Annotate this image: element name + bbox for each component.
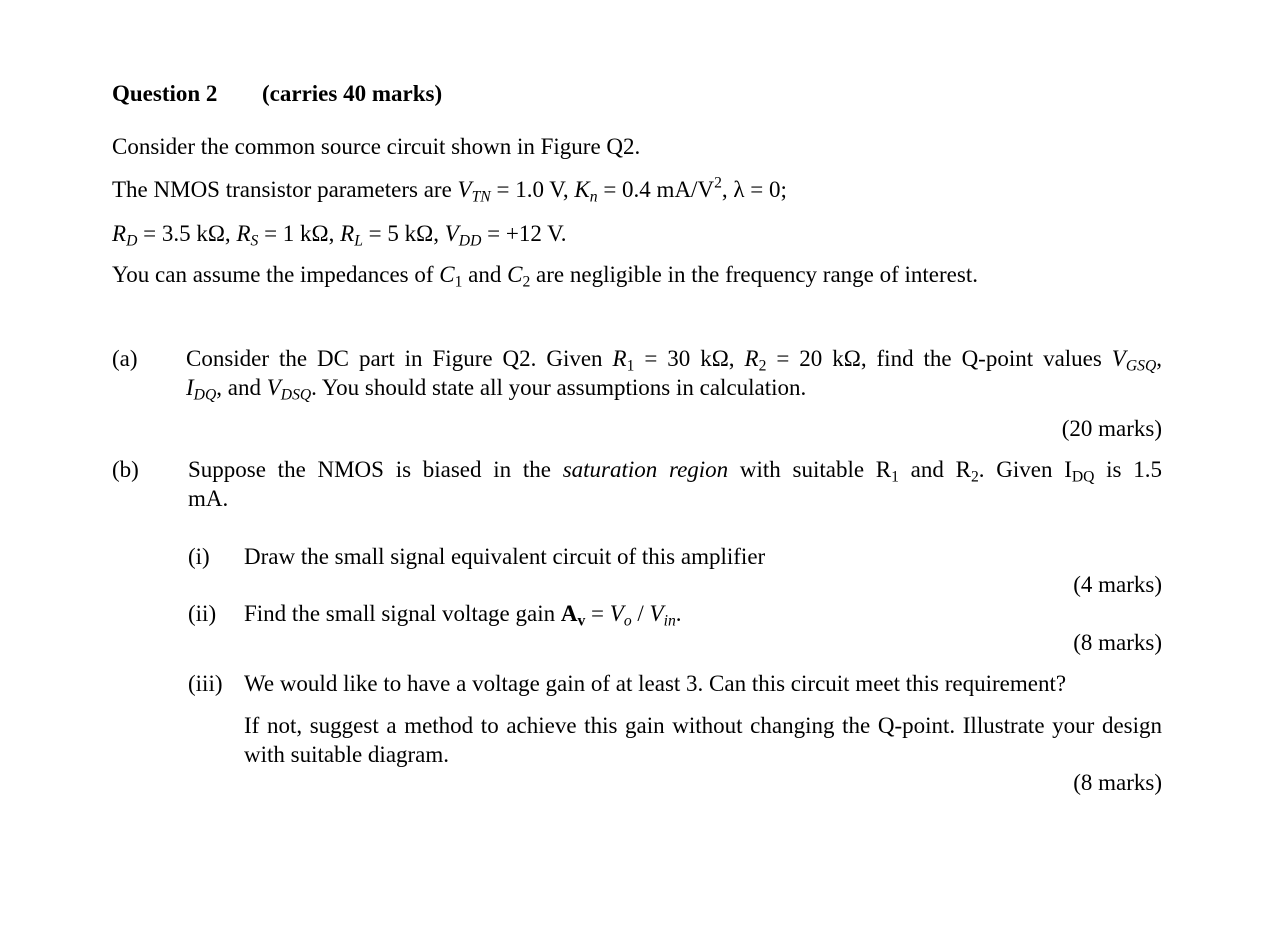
- part-a-marks: (20 marks): [1061, 416, 1162, 441]
- part-a-label: (a): [112, 346, 138, 371]
- part-b-i-marks: (4 marks): [1073, 572, 1162, 597]
- part-b-i-text: Draw the small signal equivalent circuit of this amplifier: [244, 544, 766, 569]
- part-b-label: (b): [112, 457, 139, 482]
- part-b-iii-text-2: If not, suggest a method to achieve this gain without changing the Q-point. Illustrate your design with suitable diagram.: [244, 713, 1162, 767]
- part-b-ii-label: (ii): [188, 601, 217, 626]
- intro-line-3: $R_D = 3.5$ kΩ, $R_S = 1$ kΩ, $R_L = 5$ kΩ, $V_{DD} = +12$ V.: [112, 221, 567, 250]
- part-a-line-1: Consider the DC part in Figure Q2. Given $R_1 = 30$ kΩ, $R_2 = 20$ kΩ, find the Q-point values $V_{GSQ}$,: [186, 346, 1162, 375]
- part-b-i-label: (i): [188, 544, 210, 569]
- question-title: Question 2: [112, 81, 218, 106]
- intro-line-2: The NMOS transistor parameters are $V_{TN} = 1.0$ V, $K_n = 0.4$ $mA/V^2$, λ = 0;: [112, 174, 787, 206]
- part-b-ii-marks: (8 marks): [1073, 630, 1162, 655]
- part-a-line-2: $I_{DQ}$, and $V_{DSQ}$. You should state all your assumptions in calculation.: [186, 375, 807, 404]
- part-b-iii-label: (iii): [188, 671, 223, 696]
- intro-line-4: You can assume the impedances of $C_1$ and $C_2$ are negligible in the frequency range of interest.: [112, 262, 978, 291]
- question-marks-note: (carries 40 marks): [262, 81, 443, 106]
- intro-line-1: Consider the common source circuit shown in Figure Q2.: [112, 134, 641, 159]
- part-b-iii-marks: (8 marks): [1073, 770, 1162, 795]
- part-b-line-1: Suppose the NMOS is biased in the saturation region with suitable $R_1$ and $R_2$. Given $I_{DQ}$ is 1.5: [188, 457, 1162, 486]
- part-b-ii-text: Find the small signal voltage gain $A_v = V_o / V_{in}$.: [244, 601, 682, 630]
- part-b-line-2: mA.: [188, 486, 229, 511]
- part-b-iii-text-1: We would like to have a voltage gain of at least 3. Can this circuit meet this requirement?: [244, 671, 1067, 696]
